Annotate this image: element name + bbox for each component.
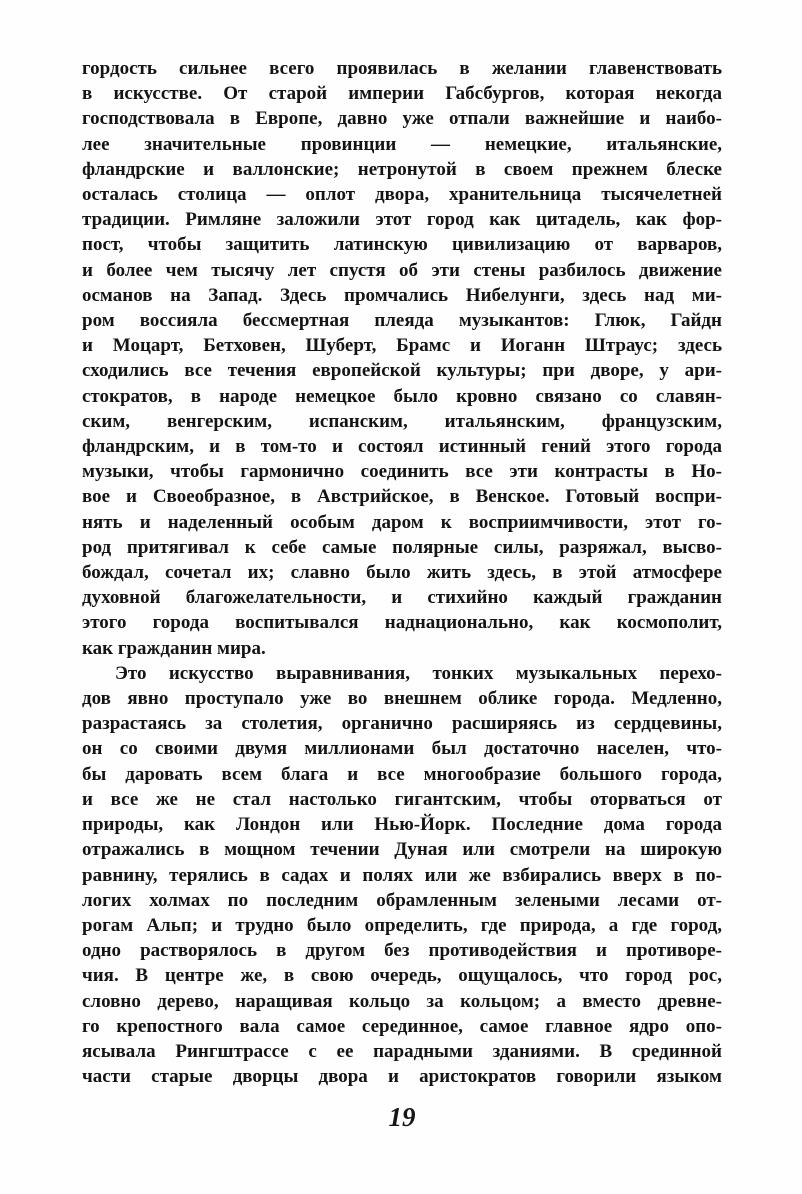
text-line: османов на Запад. Здесь промчались Нибелунги, здесь над ми- <box>82 284 722 306</box>
text-line: ром воссияла бессмертная плеяда музыкантов: Глюк, Гайдн <box>82 310 722 332</box>
text-line: духовной благожелательности, и стихийно каждый гражданин <box>82 587 722 609</box>
text-line: дов явно проступало уже во внешнем облике города. Медленно, <box>82 688 722 710</box>
text-line: бы даровать всем блага и все многообразие большого города, <box>82 763 722 785</box>
text-line: словно дерево, наращивая кольцо за кольцом; а вместо древне- <box>82 990 722 1012</box>
text-line: в искусстве. От старой империи Габсбургов, которая некогда <box>82 83 722 105</box>
text-line: равнину, терялись в садах и полях или же взбирались вверх в по- <box>82 864 722 886</box>
text-line: как гражданин мира. <box>82 637 266 659</box>
text-line: традиции. Римляне заложили этот город как цитадель, как фор- <box>82 209 722 231</box>
text-line: пост, чтобы защитить латинскую цивилизацию от варваров, <box>82 234 722 256</box>
text-line: этого города воспитывался наднационально, как космополит, <box>82 612 722 634</box>
text-line: он со своими двумя миллионами был достаточно населен, что- <box>82 738 722 760</box>
text-line: и все же не стал настолько гигантским, чтобы оторваться от <box>82 788 722 810</box>
text-line: разрастаясь за столетия, органично расширяясь из сердцевины, <box>82 713 722 735</box>
text-line: вое и Своеобразное, в Австрийское, в Венское. Готовый воспри- <box>82 486 722 508</box>
text-line: лее значительные провинции — немецкие, итальянские, <box>82 133 722 155</box>
text-line: сходились все течения европейской культуры; при дворе, у ари- <box>82 360 722 382</box>
text-line: рогам Альп; и трудно было определить, где природа, а где город, <box>82 914 722 936</box>
text-line: ясывала Рингштрассе с ее парадными зданиями. В срединной <box>82 1040 722 1062</box>
text-line: и Моцарт, Бетховен, Шуберт, Брамс и Иоганн Штраус; здесь <box>82 335 722 357</box>
text-line: фландрским, и в том-то и состоял истинный гений этого города <box>82 436 722 458</box>
text-line: логих холмах по последним обрамленным зелеными лесами от- <box>82 889 722 911</box>
text-line: господствовала в Европе, давно уже отпали важнейшие и наибо- <box>82 108 722 130</box>
text-line: род притягивал к себе самые полярные силы, разряжал, высво- <box>82 536 722 558</box>
text-line: и более чем тысячу лет спустя об эти стены разбилось движение <box>82 259 722 281</box>
page-number: 19 <box>388 1102 416 1132</box>
text-line: осталась столица — оплот двора, хранительница тысячелетней <box>82 184 722 206</box>
text-line: природы, как Лондон или Нью-Йорк. Последние дома города <box>82 814 722 836</box>
text-line: Это искусство выравнивания, тонких музыкальных перехо- <box>115 662 722 684</box>
text-line: бождал, сочетал их; славно было жить здесь, в этой атмосфере <box>82 562 722 584</box>
text-line: стократов, в народе немецкое было кровно связано со славян- <box>82 385 722 407</box>
text-line: части старые дворцы двора и аристократов говорили языком <box>82 1066 722 1088</box>
text-line: нять и наделенный особым даром к восприимчивости, этот го- <box>82 511 722 533</box>
text-line: одно растворялось в другом без противодействия и противоре- <box>82 940 722 962</box>
text-line: чия. В центре же, в свою очередь, ощущалось, что город рос, <box>82 965 722 987</box>
text-line: ским, венгерским, испанским, итальянским, французским, <box>82 410 722 432</box>
text-line: отражались в мощном течении Дуная или смотрели на широкую <box>82 839 722 861</box>
text-line: гордость сильнее всего проявилась в желании главенствовать <box>82 58 722 79</box>
text-line: го крепостного вала самое серединное, самое главное ядро опо- <box>82 1015 722 1037</box>
text-block <box>82 56 722 1089</box>
text-line: фландрские и валлонские; нетронутой в своем прежнем блеске <box>82 158 722 180</box>
text-line: музыки, чтобы гармонично соединить все эти контрасты в Но- <box>82 461 722 483</box>
